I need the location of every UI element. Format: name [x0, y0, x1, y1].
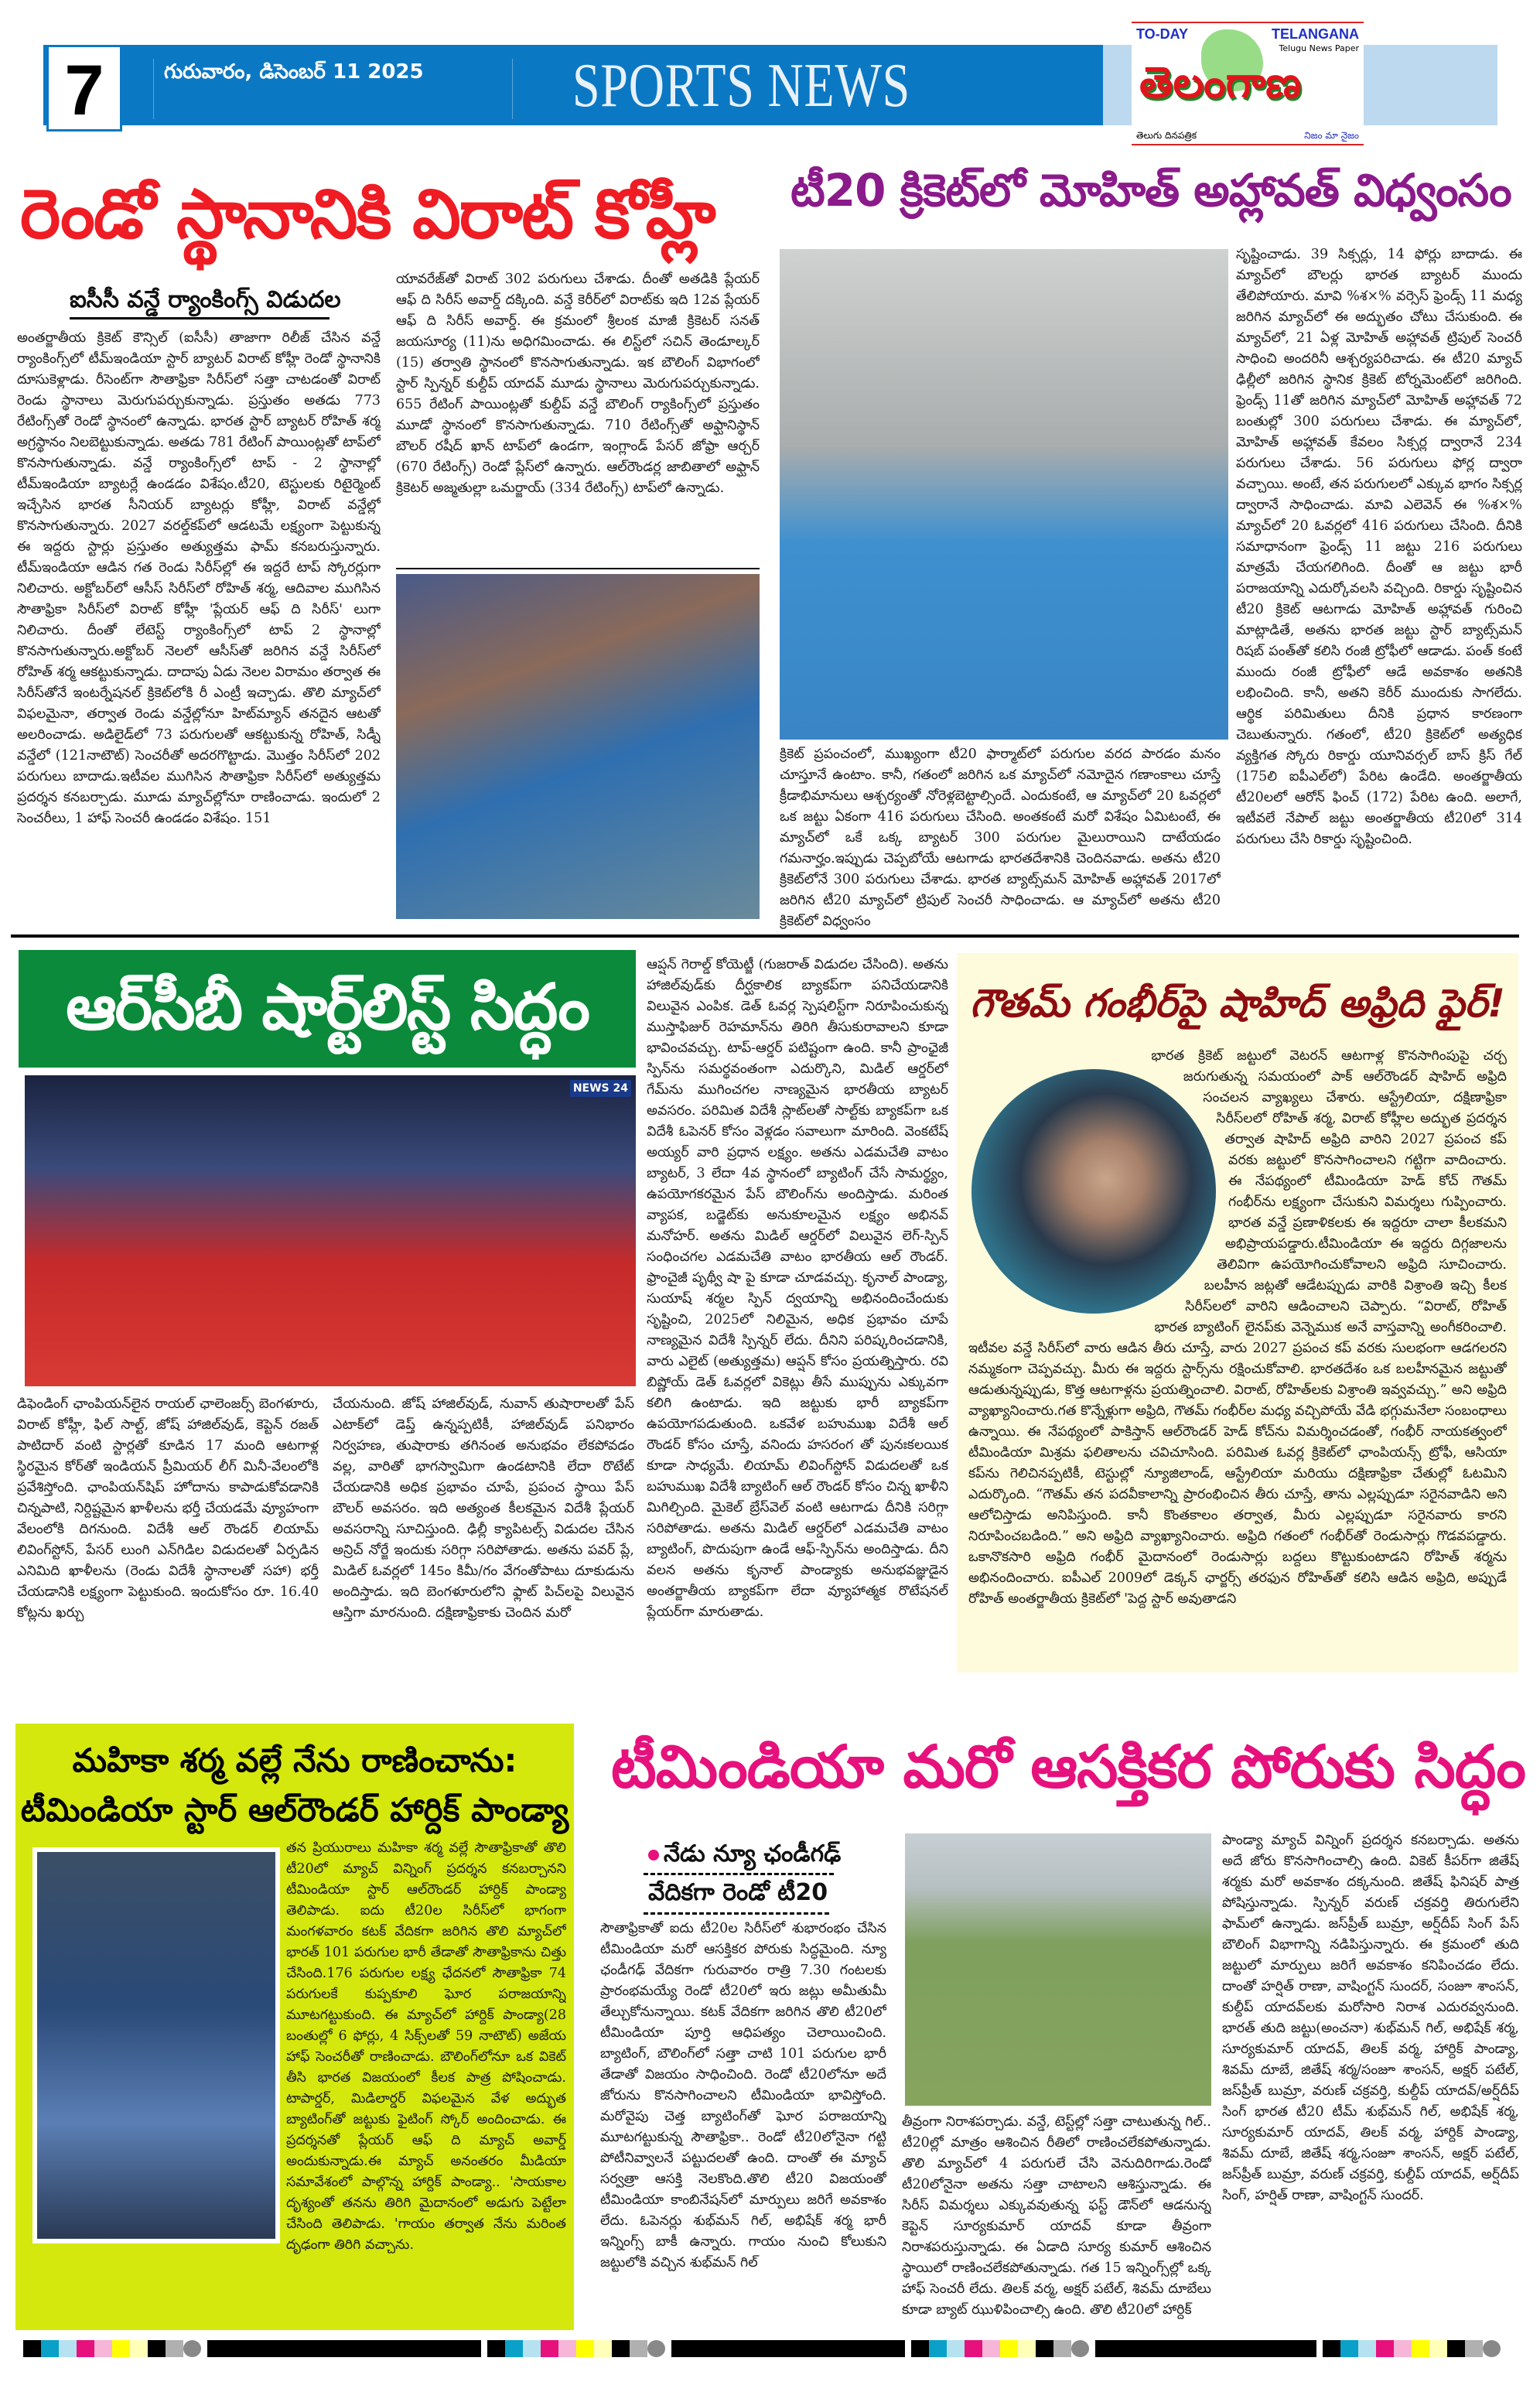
color-swatch [166, 2340, 183, 2357]
color-swatch [1376, 2340, 1394, 2357]
issue-date: గురువారం, డిసెంబర్ 11 2025 [164, 60, 424, 84]
color-swatch [1447, 2340, 1465, 2357]
color-swatch [965, 2340, 982, 2357]
logo-subtitle: Telugu News Paper [1279, 43, 1359, 53]
divider [396, 568, 760, 569]
color-swatch [183, 2340, 201, 2357]
kohli-col1: అంతర్జాతీయ క్రికెట్ కౌన్సిల్ (ఐసీసీ) తాజాగా రిలీజ్ చేసిన వన్డే ర్యాంకింగ్స్‌లో టీమ్ఇండియా స్టార్ బ్యాటర్ విరాట్ కోహ్లీ రెండో స్థానానికి దూసుకెళ్లాడు. రీసెంట్‌గా సౌతాఫ్రికా సిరీస్‌లో సత్తా చాటడంతో విరాట్ రెండు స్థానాలు మెరుగుపర్చుకున్నాడు. ప్రస్తుతం అతడు 773 రేటింగ్స్‌తో రెండో స్థానంలో ఉన్నాడు. భారత స్టార్ బ్యాటర్ రోహిత్ శర్మ అగ్రస్థానం నిలబెట్టుకున్నాడు. అతడు 781 రేటింగ్ పాయింట్లతో టాప్‌లో కొనసాగుతున్నాడు. వన్డే ర్యాంకింగ్స్‌లో టాప్ - 2 స్థానాల్లో టీమ్ఇండియా బ్యాటర్లే ఉండడం విశేషం.టీ20, టెస్టులకు రిటైర్మెంట్ ఇచ్చేసిన భారత సీనియర్ బ్యాటర్లు కోహ్లీ, విరాట్ వన్డేల్లో కొనసాగుతున్నారు. 2027 వరల్డ్‌కప్‌లో ఆడటమే లక్ష్యంగా పెట్టుకున్న ఈ ఇద్దరు స్టార్లు ప్రస్తుతం అత్యుత్తమ ఫామ్ కనబరుస్తున్నారు. టీమ్ఇండియా ఆడిన గత రెండు సిరీస్‌ల్లో ఈ ఇద్దరే టాప్ స్కోరర్లుగా నిలిచారు. అక్టోబర్‌లో ఆసీస్ సిరీస్‌లో రోహిత్ శర్మ, ఆదివాల ముగిసిన సౌతాఫ్రికా సిరీస్‌లో విరాట్ కోహ్లీ 'ప్లేయర్ ఆఫ్ ది సిరీస్' లుగా నిలిచారు. దీంతో లేటెస్ట్ ర్యాంకింగ్స్‌లో టాప్ 2 స్థానాల్లో కొనసాగుతున్నారు.అక్టోబర్ నెలలో ఆసీస్‌తో జరిగిన వన్డే సిరీస్‌లో రోహిత్ శర్మ ఆకట్టుకున్నాడు. దాదాపు ఏడు నెలల విరామం తర్వాత ఈ సిరీస్‌తోనే ఇంటర్నేషనల్ క్రికెట్‌లోకి రీ ఎంట్రీ ఇచ్చాడు. తొలి మ్యాచ్‌లో విఫలమైనా, తర్వాత రెండు వన్డేల్లోనూ హిట్‌మ్యాన్ తనదైన ఆటతో అలరించాడు. అడిలైడ్‌లో 73 పరుగులతో ఆకట్టుకున్న రోహిత్, సిడ్నీ వన్డేలో (121నాటౌట్) సెంచరీతో అదరగొట్టాడు. మొత్తం సిరీస్‌లో 202 పరుగులు బాదాడు.ఇటీవల ముగిసిన సౌతాఫ్రికా సిరీస్‌లో అత్యుత్తమ ప్రదర్శన కనబర్చాడు. మూడు మ్యాచ్‌ల్లోనూ రాణించాడు. ఇందులో 2 సెంచరీలు, 1 హాఫ్ సెంచరీ ఉండడం విశేషం. 151 [17, 330, 381, 826]
color-swatch [1340, 2340, 1358, 2357]
black-bar [1095, 2340, 1316, 2357]
photo-wrap [31, 1838, 286, 2247]
color-swatch [1429, 2340, 1447, 2357]
page-number: 7 [46, 45, 122, 132]
color-swatch [1036, 2340, 1053, 2357]
color-swatch [94, 2340, 112, 2357]
news24-badge: NEWS 24 [570, 1080, 631, 1097]
hardik-text [31, 1838, 566, 2325]
color-swatch [41, 2340, 59, 2357]
black-bar [207, 2340, 481, 2357]
color-swatch [1394, 2340, 1412, 2357]
color-swatch [558, 2340, 576, 2357]
color-swatch [1053, 2340, 1071, 2357]
color-swatch [1323, 2340, 1340, 2357]
color-swatch [77, 2340, 94, 2357]
bullet-1-text: నేడు న్యూ ఛండీగఢ్ [664, 1840, 842, 1867]
color-swatch [612, 2340, 630, 2357]
color-swatch [911, 2340, 929, 2357]
teamindia-bullet-1 [648, 1840, 841, 1869]
color-swatch [130, 2340, 148, 2357]
rcb-col1: డిఫెండింగ్ ఛాంపియన్‌లైన రాయల్ ఛాలెంజర్స్ బెంగళూరు, విరాట్ కోహ్లీ, ఫిల్ సాల్ట్, జోష్ హాజిల్‌వుడ్, కెప్టెన్ రజత్ పాటిదార్ వంటి స్టార్లతో కూడిన 17 మంది ఆటగాళ్ల స్థిరమైన కోర్‌తో ఇండియన్ ప్రీమియర్ లీగ్ మినీ-వేలంలోకి ప్రవేశిస్తోంది. ఛాంపియన్‌షిప్ హోదాను కాపాడుకోవడానికి చిన్నపాటి, నిర్దిష్టమైన ఖాళీలను భర్తీ చేయడమే వ్యూహంగా వేలంలోకి దిగనుంది. విదేశీ ఆల్ రౌండర్ లియామ్ లివింగ్‌స్టోన్, పేసర్ లుంగి ఎన్‌గిడిల విడుదలతో ఏర్పడిన ఎనిమిది ఖాళీలను (రెండు విదేశీ స్థానాలతో సహా) భర్తీ చేయడానికి లక్ష్యంగా పెట్టుకుంది. ఇందుకోసం రూ. 16.40 కోట్లను ఖర్చు [17, 1396, 319, 1621]
color-swatch [929, 2340, 947, 2357]
color-swatch [59, 2340, 77, 2357]
black-bar [671, 2340, 905, 2357]
kohli-col2: యావరేజ్‌తో విరాట్ 302 పరుగులు చేశాడు. దీంతో అతడికి ప్లేయర్ ఆఫ్ ది సిరీస్ అవార్డ్ దక్కింది. వన్డే కెరీర్‌లో విరాట్‌కు ఇది 12వ ప్లేయర్ ఆఫ్ ది సిరీస్ అవార్డ్. ఈ క్రమంలో శ్రీలంక మాజీ క్రికెటర్ సనత్ జయసూర్య (11)ను అధిగమించాడు. ఈ లిస్ట్‌లో సచిన్ తెండూల్కర్ (15) తర్వాతి స్థానంలో కొనసాగుతున్నాడు. ఇక బౌలింగ్ విభాగంలో స్టార్ స్పిన్నర్ కుల్దీప్ యాదవ్ మూడు స్థానాలు మెరుగుపర్చుకున్నాడు. 655 రేటింగ్ పాయింట్లతో కుల్దీప్ వన్డే బౌలింగ్ ర్యాకింగ్స్‌లో ప్రస్తుతం మూడో స్థానంలో కొనసాగుతున్నాడు. 710 రేటింగ్స్‌తో అఫ్ఘానిస్థాన్ బౌలర్ రషీద్ ఖాన్ టాప్‌లో ఉండగా, ఇంగ్లాండ్ పేసర్ జోఫ్రా ఆర్చర్ (670 రేటింగ్స్) రెండో ప్లేస్‌లో ఉన్నారు. ఆల్‌రౌండర్ల జాబితాలో అఫ్ఘాన్ క్రికెటర్ అజ్మతుల్లా ఒమర్జాయ్ (334 రేటింగ్స్) టాప్‌లో ఉన్నాడు. [396, 272, 760, 496]
color-swatch [505, 2340, 523, 2357]
afridi-body: భారత క్రికెట్ జట్టులో వెటరన్ ఆటగాళ్ల కొనసాగింపుపై చర్చ జరుగుతున్న సమయంలో పాక్ ఆల్‌రౌండర్ షాహిద్ అఫ్రిది సంచలన వ్యాఖ్యలు చేశారు. ఆస్ట్రేలియా, దక్షిణాఫ్రికా సిరీస్‌లలో రోహిత్ శర్మ, విరాట్ కోహ్లీల అద్భుత ప్రదర్శన తర్వాత షాహిద్ అఫ్రిది వారిని 2027 ప్రపంచ కప్ వరకు జట్టులో కొనసాగించాలని గట్టిగా వాదించారు. ఈ నేపథ్యంలో టీమిండియా హెడ్ కోచ్ గౌతమ్ గంభీర్‌ను లక్ష్యంగా చేసుకుని విమర్శలు గుప్పించారు. భారత వన్డే ప్రణాళికలకు ఈ ఇద్దరూ చాలా కీలకమని అభిప్రాయపడ్డారు.టీమిండియా ఈ ఇద్దరు దిగ్గజాలను తెలివిగా ఉపయోగించుకోవాలని అఫ్రిది సూచించారు. బలహీన జట్లతో ఆడేటప్పుడు వారికి విశ్రాంతి ఇచ్చి కీలక సిరీస్‌లలో వారిని ఆడించాలని చెప్పారు. “విరాట్, రోహిత్ భారత బ్యాటింగ్ లైనప్‌కు వెన్నెముక అనే వాస్తవాన్ని అంగీకరించాలి. ఇటీవల వన్డే సిరీస్‌లో వారు ఆడిన తీరు చూస్తే, వారు 2027 ప్రపంచ కప్ వరకు సులభంగా ఆడగలరని నమ్మకంగా చెప్పవచ్చు. మీరు ఈ ఇద్దరు స్టార్స్‌ను రక్షించుకోవాలి. భారతదేశం ఒక బలహీనమైన జట్టుతో ఆడుతున్నప్పుడు, కొత్త ఆటగాళ్లను ప్రయత్నించాలి. విరాట్, రోహిత్‌లకు విశ్రాంతి ఇవ్వవచ్చు.” అని అఫ్రిది వ్యాఖ్యానించారు.గత కొన్నేళ్లుగా అఫ్రిది, గౌతమ్ గంభీర్‌ల మధ్య వచ్చిపోయే వేడి భగ్గుమనేలా సంబంధాలు ఉన్నాయి. ఈ నేపథ్యంలో పాకిస్తాన్ ఆల్‌రౌండర్ హెడ్ కోచ్‌ను విమర్శించడంతో, గంభీర్ నాయకత్వంలో టీమిండియా మిశ్రమ ఫలితాలను చవిచూసింది. పరిమిత ఓవర్ల క్రికెట్‌లో ఛాంపియన్స్ ట్రోఫీ, ఆసియా కప్‌ను గెలిచినప్పటికీ, టెస్టుల్లో న్యూజిలాండ్, ఆస్ట్రేలియా మరియు దక్షిణాఫ్రికా చేతుల్లో ఓటమిని ఎదుర్కొంది. “గౌతమ్ తన పదవీకాలాన్ని ప్రారంభించిన తీరు చూస్తే, తాను ఎల్లప్పుడూ సరైనవాడిని అని ఆలోచిస్తాడు అనిపిస్తుంది. కానీ కొంతకాలం తర్వాత, మీరు ఎల్లప్పుడూ సరైనవారు కారని నిరూపించబడింది.” అని అఫ్రిది వ్యాఖ్యానించారు. అఫ్రిది గతంలో గంభీర్‌తో రెండుసార్లు గొడవపడ్డారు. ఒకానొకసారి అఫ్రిది గంభీర్ మైదానంలో రెండుసార్లు బద్దలు కొట్టుకుంటాడని రోహిత్ శర్మను అభినందించారు. ఐపీఎల్ 2009లో డెక్కన్ ఛార్జర్స్ తరఫున రోహిత్‌తో కలిసి ఆడిన అఫ్రిది, అప్పుడే రోహిత్ అంతర్జాతీయ క్రికెట్‌లో 'పెద్ద స్టార్ అవుతాడని [968, 1048, 1507, 1607]
color-swatch [1412, 2340, 1429, 2357]
color-swatch [487, 2340, 505, 2357]
color-swatch [1071, 2340, 1089, 2357]
mohit-col2: సృష్టించాడు. 39 సిక్సర్లు, 14 ఫోర్లు బాదాడు. ఈ మ్యాచ్‌లో బౌలర్లు భారత బ్యాటర్ ముందు తేలిపోయారు. మావి %శ×% వర్సెస్ ఫ్రెండ్స్ 11 మధ్య జరిగిన మ్యాచ్‌లో ఈ అద్భుతం చోటు చేసుకుంది. ఈ మ్యాచ్‌లో, 21 ఏళ్ల మోహిత్ అహ్లావత్ ట్రిపుల్ సెంచరీ సాధించి అందరినీ ఆశ్చర్యపరిచాడు. ఈ టీ20 మ్యాచ్ ఢిల్లీలో జరిగిన స్థానిక క్రికెట్ టోర్నమెంట్‌లో జరిగింది. ఫ్రెండ్స్ 11తో జరిగిన మ్యాచ్‌లో మోహిత్ అహ్లావత్ 72 బంతుల్లో 300 పరుగులు చేశాడు. ఈ మ్యాచ్‌లో, మోహిత్ అహ్లావత్ కేవలం సిక్సర్ల ద్వారానే 234 పరుగులు చేశాడు. 56 పరుగులు ఫోర్ల ద్వారా వచ్చాయి. అంటే, తన పరుగులలో ఎక్కువ భాగం సిక్సర్ల ద్వారానే సాధించాడు. మావి ఎలెవెన్ ఈ %శ×% మ్యాచ్‌లో 20 ఓవర్లలో 416 పరుగులు చేసింది. దీనికి సమాధానంగా ఫ్రెండ్స్ 11 జట్టు 216 పరుగులు మాత్రమే చేయగలిగింది. దీంతో ఆ జట్టు భారీ పరాజయాన్ని ఎదుర్కోవలసి వచ్చింది. రికార్డు సృష్టించిన టీ20 క్రికెట్ ఆటగాడు మోహిత్ అహ్లావత్ గురించి మాట్లాడితే, అతను భారత జట్టు స్టార్ బ్యాట్స్‌మన్ రిషబ్ పంత్‌తో కలిసి రంజీ ట్రోఫీలో ఆడాడు. పంత్ కంటే ముందు రంజీ ట్రోఫీలో ఆడే అవకాశం అతనికి లభించింది. కానీ, అతని కెరీర్ ముందుకు సాగలేదు. ఆర్థిక పరిమితులు దీనికి ప్రధాన కారణంగా చెబుతున్నారు. గతంలో, టీ20 క్రికెట్‌లో అత్యధిక వ్యక్తిగత స్కోరు రికార్డు యూనివర్సల్ బాస్ క్రిస్ గేల్ (175లి ఐపీఎల్‌లో) పేరిట ఉండేది. అంతర్జాతీయ టీ20లలో ఆరోన్ ఫించ్ (172) పేరిట ఉంది. అలాగే, ఇటీవలే నేపాల్ జట్టు అంతర్జాతీయ టీ20లో 314 పరుగులు చేసి రికార్డు సృష్టించింది. [1236, 247, 1522, 847]
kohli-headline: రెండో స్థానానికి విరాట్ కోహ్లీ [20, 174, 715, 254]
color-swatch [576, 2340, 594, 2357]
color-swatch [541, 2340, 558, 2357]
hardik-body: తన ప్రియురాలు మహికా శర్మ వల్లే సౌతాఫ్రికాతో తొలి టీ20లో మ్యాచ్ విన్నింగ్ ప్రదర్శన కనబర్చానని టీమిండియా స్టార్ ఆల్‌రౌండర్ హార్దిక్ పాండ్యా తెలిపాడు. ఐదు టీ20ల సిరీస్‌లో భాగంగా మంగళవారం కటక్ వేదికగా జరిగిన తొలి మ్యాచ్‌లో భారత్ 101 పరుగుల భారీ తేడాతో సౌతాఫ్రికాను చిత్తు చేసింది.176 పరుగుల లక్ష్య ఛేదనలో సౌతాఫ్రికా 74 పరుగులకే కుప్పకూలి ఘోర పరాజయాన్ని మూటగట్టుకుంది. ఈ మ్యాచ్‌లో హార్దిక్ పాండ్యా(28 బంతుల్లో 6 ఫోర్లు, 4 సిక్స్‌లతో 59 నాటౌట్) అజేయ హాఫ్ సెంచరీతో రాణించాడు. బౌలింగ్‌లోనూ ఒక వికెట్ తీసి భారత విజయంలో కీలక పాత్ర పోషించాడు. టాపార్డర్, మిడిలార్డర్ విఫలమైన వేళ అద్భుత బ్యాటింగ్‌తో జట్టుకు ఫైటింగ్ స్కోర్ అందించాడు. ఈ ప్రదర్శనతో ప్లేయర్ ఆఫ్ ది మ్యాచ్ అవార్డ్ అందుకున్నాడు.ఈ మ్యాచ్ అనంతరం మీడియా సమావేశంలో పాల్గొన్న హార్దిక్ పాండ్యా.. 'సాయకాల దృశ్యంతో తనను తిరిగి మైదానంలో అడుగు పెట్టేలా చేసింది తెలిపాడు. 'గాయం తర్వాత నేను మరింత దృఢంగా తిరిగి వచ్చాను. [286, 1840, 566, 2253]
rcb-photo [25, 1075, 636, 1386]
newspaper-logo [1132, 22, 1364, 145]
color-swatch [148, 2340, 166, 2357]
color-swatch [982, 2340, 1000, 2357]
mohit-headline: టీ20 క్రికెట్‌లో మోహిత్ అహ్లావత్ విధ్వంసం [790, 164, 1511, 217]
divider [512, 59, 513, 119]
afridi-headline: గౌతమ్ గంభీర్‌పై షాహిద్ అఫ్రిది ఫైర్! [970, 981, 1505, 1026]
rcb-col2: చేయనుంది. జోష్ హాజిల్‌వుడ్, నువాన్ తుషారాలతో పేస్ ఎటాక్‌లో డెప్త్ ఉన్నప్పటికీ, హాజిల్‌వుడ్ పనిభారం నిర్వహణ, తుషారాకు తగినంత అనుభవం లేకపోవడం వల్ల, వారితో భాగస్వామిగా ఉండటానికి లేదా రొటేట్ చేయడానికి అధిక ప్రభావం చూపే, ప్రపంచ స్థాయి పేస్ బౌలర్ అవసరం. ఇది అత్యంత కీలకమైన విదేశీ ప్లేయర్ అవసరాన్ని సూచిస్తుంది. ఢిల్లీ క్యాపిటల్స్ విడుదల చేసిన అన్రిచ్ నోర్జే ఇందుకు సరిగ్గా సరిపోతాడు. అతను పవర్ ప్లే, మిడిల్ ఓవర్లలో 145ం కిమీ/గం వేగంతోపాటు దూకుడును అందిస్తాడు. ఇది బెంగళూరులోని ఫ్లాట్ పిచ్‌లపై విలువైన ఆస్తిగా మారనుంది. దక్షిణాఫ్రికాకు చెందిన మరో [333, 1396, 634, 1621]
teamindia-col3: పాండ్యా మ్యాచ్ విన్నింగ్ ప్రదర్శన కనబర్చాడు. అతను అదే జోరు కొనసాగించాల్సి ఉంది. వికెట్ కీపర్‌గా జితేష్ శర్మకు మరో అవకాశం దక్కనుంది. జితేష్ ఫినిషర్ పాత్ర పోషిస్తున్నాడు. స్పిన్నర్ వరుణ్ చక్రవర్తి తిరుగులేని ఫామ్‌లో ఉన్నాడు. జస్‌ప్రీత్ బుమ్రా, అర్ష్‌దీప్ సింగ్ పేస్ బౌలింగ్ విభాగాన్ని నడిపిస్తున్నారు. ఈ క్రమంలో తుది జట్టులో మార్పులు జరిగే అవకాశం కనిపించడం లేదు. దాంతో హర్షిత్ రాణా, వాషింగ్టన్ సుందర్, సంజూ శాంసన్, కుల్దీప్ యాదవ్‌లకు మరోసారి నిరాశ ఎదురవ్వనుంది. భారత్ తుది జట్టు(అంచనా) శుభ్‌మన్ గిల్, అభిషేక్ శర్మ, సూర్యకుమార్ యాదవ్, తిలక్ వర్మ, హార్దిక్ పాండ్యా, శివమ్ దూబే, జితేష్ శర్మ/సంజూ శాంసన్, అక్షర్ పటేల్, జస్‌ప్రీత్ బుమ్రా, వరుణ్ చక్రవర్తి, కుల్దీప్ యాదవ్/అర్ష్‌దీప్ సింగ్ భారత టీ20 టీమ్ శుభ్‌మన్ గిల్, అభిషేక్ శర్మ, సూర్యకుమార్ యాదవ్, తిలక్ వర్మ, హార్దిక్ పాండ్యా, శివమ్ దూబే, జితేష్ శర్మ,సంజూ శాంసన్, అక్షర్ పటేల్, జస్‌ప్రీత్ బుమ్రా, వరుణ్ చక్రవర్తి, కుల్దీప్ యాదవ్, అర్ష్‌దీప్ సింగ్, హర్షిత్ రాణా, వాషింగ్టన్ సుందర్. [1222, 1833, 1519, 2203]
color-swatch [1000, 2340, 1018, 2357]
section-divider [11, 935, 1519, 938]
teamindia-headline: టీమిండియా మరో ఆసక్తికర పోరుకు సిద్ధం [611, 1732, 1525, 1801]
teamindia-col2: తీవ్రంగా నిరాశపర్చాడు. వన్డే, టెస్ట్‌ల్లో సత్తా చాటుతున్న గిల్.. టీ20ల్లో మాత్రం ఆశించిన రీతిలో రాణించలేకపోతున్నాడు. తొలి మ్యాచ్‌లో 4 పరుగులే చేసి వెనుదిరిగాడు.రెండో టీ20లోనైనా అతను సత్తా చాటాలని ఆశిస్తున్నాడు. ఈ సిరీస్ విమర్శలు ఎక్కువవుతున్న ఫస్ట్ డౌన్‌లో ఆడనున్న కెప్టెన్ సూర్యకుమార్ యాదవ్ కూడా తీవ్రంగా నిరాశపరుస్తున్నాడు. ఈ ఏడాది సూర్య కుమార్ ఆశించిన స్థాయిలో రాణించలేకపోతున్నాడు. గత 15 ఇన్నింగ్స్‌ల్లో ఒక్క హాఫ్ సెంచరీ లేదు. తిలక్ వర్మ, అక్షర్ పటేల్, శివమ్ దూబేలు కూడా బ్యాట్ ఝుళిపించాల్సి ఉంది. తొలి టీ20లో హార్దిక్ [902, 2114, 1211, 2318]
mohit-photo [780, 249, 1228, 740]
color-swatch [947, 2340, 965, 2357]
color-swatch [647, 2340, 665, 2357]
color-swatch [23, 2340, 41, 2357]
logo-name: తెలంగాణ [1139, 58, 1302, 108]
color-swatch [1358, 2340, 1376, 2357]
logo-today: TO-DAY [1136, 26, 1189, 42]
rcb-col3: ఆప్షన్ గెరాల్డ్ కోయెట్జీ (గుజరాత్ విడుదల చేసింది). అతను హాజిల్‌వుడ్‌కు దీర్ఘకాలిక బ్యాకప్‌గా పనిచేయడానికి విలువైన ఎంపిక. డెత్ ఓవర్ల స్పెషలిస్ట్‌గా నిరూపించుకున్న ముస్తాఫిజుర్ రెహమాన్‌ను తిరిగి తీసుకురావాలని కూడా భావించవచ్చు. టాప్-ఆర్డర్ పటిష్టంగా ఉంది. కానీ ప్రాంఛైజీ స్పిన్‌ను సమర్థవంతంగా ఎదుర్కొని, మిడిల్ ఆర్డర్‌లో గేమ్‌ను ముగించగల నాణ్యమైన భారతీయ బ్యాటర్ అవసరం. పరిమిత విదేశీ స్లాట్‌లతో సాల్ట్‌కు బ్యాకప్‌గా ఒక విదేశీ ఓపెనర్ కోసం వెళ్లడం సవాలుగా మారింది. వెంకటేష్ అయ్యర్ వారి ప్రధాన లక్ష్యం. అతను ఎడమచేతి వాటం బ్యాటర్, 3 లేదా 4వ స్థానంలో బ్యాటింగ్ చేసే సామర్థ్యం, ఉపయోగకరమైన పేస్ బౌలింగ్‌ను అందిస్తాడు. మరింత వ్యాపక, బడ్జెట్‌కు అనుకూలమైన లక్ష్యం అభినవ్ మనోహర్. అతను మిడిల్ ఆర్డర్‌లో విలువైన లెగ్-స్పిన్ సంధించగల ఎడమచేతి వాటం భారతీయ ఆల్ రౌండర్. ఫ్రాంచైజీ పృథ్వీ షా పై కూడా చూడవచ్చు. కృనాల్ పాండ్యా, సుయాష్ శర్మల స్పిన్ ద్వయాన్ని అభినందించేందుకు సృష్టించి, 2025లో నిలిమైన, అధిక ప్రభావం చూపే నాణ్యమైన విదేశీ స్పిన్నర్ లేదు. దీనిని పరిష్కరించడానికి, వారు ఎలైట్ (అత్యుత్తమ) ఆప్షన్ కోసం ప్రయత్నిస్తారు. రవి బిష్ణోయ్ డెత్ ఓవర్లలో వికెట్లు తీసే ముప్పును ఎక్కువగా కలిగి ఉంటాడు. ఇది జట్టుకు భారీ బ్యాకప్‌గా ఉపయోగపడుతుంది. ఒకవేళ బహుముఖ విదేశీ ఆల్ రౌండర్ కోసం చూస్తే, వనిందు హసరంగ తో పునఃకలయిక కూడా సాధ్యమే. లియామ్ లివింగ్‌స్టోన్ విడుదలతో ఒక బహుముఖ విదేశీ బ్యాటింగ్ ఆల్ రౌండర్ కోసం చిన్న ఖాళీని మిగిల్చింది. మైకెల్ బ్రేస్‌వెల్ వంటి ఆటగాడు దీనికి సరిగ్గా సరిపోతాడు. అతను మిడిల్ ఆర్డర్‌లో ఎడమచేతి వాటం బ్యాటింగ్, పొదుపుగా ఉండే ఆఫ్-స్పిన్‌ను అందిస్తాడు. దీని వలన అతను కృనాల్ పాండ్యాకు అనుభవజ్ఞుడైన అంతర్జాతీయ బ్యాకప్‌గా లేదా వ్యూహాత్మక రొటేషనల్ ప్లేయర్‌గా మారుతాడు. [647, 957, 948, 1620]
color-swatch [112, 2340, 130, 2357]
color-swatch [630, 2340, 647, 2357]
kohli-photo [396, 574, 760, 919]
logo-tagline-right: నిజం మా నైజం [1304, 130, 1359, 141]
divider [644, 1912, 829, 1915]
section-title: SPORTS NEWS [572, 52, 911, 120]
mohit-col1: క్రికెట్ ప్రపంచంలో, ముఖ్యంగా టీ20 ఫార్మాట్‌లో పరుగుల వరద పారడం మనం చూస్తూనే ఉంటాం. కానీ, గతంలో జరిగిన ఒక మ్యాచ్‌లో నమోదైన గణాంకాలు చూస్తే క్రీడాభిమానులు ఆశ్చర్యంతో నోరెళ్లబెట్టాల్సిందే. ఎందుకంటే, ఆ మ్యాచ్‌లో 20 ఓవర్లలో ఒక జట్టు ఏకంగా 416 పరుగులు చేసింది. అంతకంటే మరో విశేషం ఏమిటంటే, ఈ మ్యాచ్‌లో ఒకే ఒక్క బ్యాటర్ 300 పరుగుల మైలురాయిని దాటేయడం గమనార్హం.ఇప్పుడు చెప్పబోయే ఆటగాడు భారతదేశానికి చెందినవాడు. అతను టీ20 క్రికెట్‌లోనే 300 పరుగులు చేశాడు. భారత బ్యాట్స్‌మన్ మోహిత్ అహ్లావత్ 2017లో జరిగిన టీ20 మ్యాచ్‌లో ట్రిపుల్ సెంచరీ సాధించాడు. ఆ మ్యాచ్‌లో అతను టీ20 క్రికెట్‌లో విధ్వంసం [780, 747, 1221, 929]
photo-wrap [968, 1046, 1228, 1324]
teamindia-col1: సౌతాఫ్రికాతో ఐదు టీ20ల సిరీస్‌లో శుభారంభం చేసిన టీమిండియా మరో ఆసక్తికర పోరుకు సిద్ధమైంది. న్యూ ఛండీగఢ్ వేదికగా గురువారం రాత్రి 7.30 గంటలకు ప్రారంభమయ్యే రెండో టీ20లో ఇరు జట్లు అమీతుమీ తేల్చుకోనున్నాయి. కటక్ వేదికగా జరిగిన తొలి టీ20లో టీమిండియా పూర్తి ఆధిపత్యం చెలాయించింది. బ్యాటింగ్, బౌలింగ్‌లో సత్తా చాటి 101 పరుగుల భారీ తేడాతో విజయం సాధించింది. రెండో టీ20లోనూ అదే జోరును కొనసాగించాలని టీమిండియా భావిస్తోంది. మరోవైపు చెత్త బ్యాటింగ్‌తో ఘోర పరాజయాన్ని మూటగట్టుకున్న సౌతాఫ్రికా.. రెండో టీ20లోనైనా గట్టి పోటీనివ్వాలనే పట్టుదలతో ఉంది. దాంతో ఈ మ్యాచ్ సర్వత్రా ఆసక్తి నెలకొంది.తొలి టీ20 విజయంతో టీమిండియా కాంబినేషన్‌లో మార్పులు జరిగే అవకాశం లేదు. ఓపెనర్లు శుభ్‌మన్ గిల్, అభిషేక్ శర్మ భారీ ఇన్నింగ్స్ బాకీ ఉన్నారు. గాయం నుంచి కోలుకుని జట్టులోకి వచ్చిన శుభ్‌మన్ గిల్ [600, 1921, 886, 2271]
hardik-headline-line1: మహికా శర్మ వల్లే నేను రాణించాను: [72, 1741, 517, 1779]
rcb-headline: ఆర్‌సీబీ షార్ట్‌లిస్ట్ సిద్ధం [19, 950, 636, 1068]
logo-tagline-left: తెలుగు దినపత్రిక [1136, 130, 1197, 141]
divider [153, 59, 154, 119]
color-swatch [1018, 2340, 1036, 2357]
afridi-text [968, 1046, 1507, 1665]
teamindia-bullet-2: వేదికగా రెండో టీ20 [648, 1879, 828, 1906]
color-swatch [523, 2340, 541, 2357]
color-swatch [1483, 2340, 1501, 2357]
teamindia-photo [905, 1833, 1211, 2106]
color-swatch [1465, 2340, 1483, 2357]
color-swatch [594, 2340, 612, 2357]
divider [644, 1873, 834, 1875]
kohli-subhead: ఐసీసీ వన్డే ర్యాంకింగ్స్ విడుదల [70, 286, 330, 319]
bullet-icon [648, 1850, 659, 1861]
hardik-headline [15, 1736, 574, 1835]
logo-telangana: TELANGANA [1272, 26, 1359, 42]
hardik-headline-line2: టీమిండియా స్టార్ ఆల్‌రౌండర్ హార్దిక్ పాండ్యా [20, 1791, 569, 1829]
